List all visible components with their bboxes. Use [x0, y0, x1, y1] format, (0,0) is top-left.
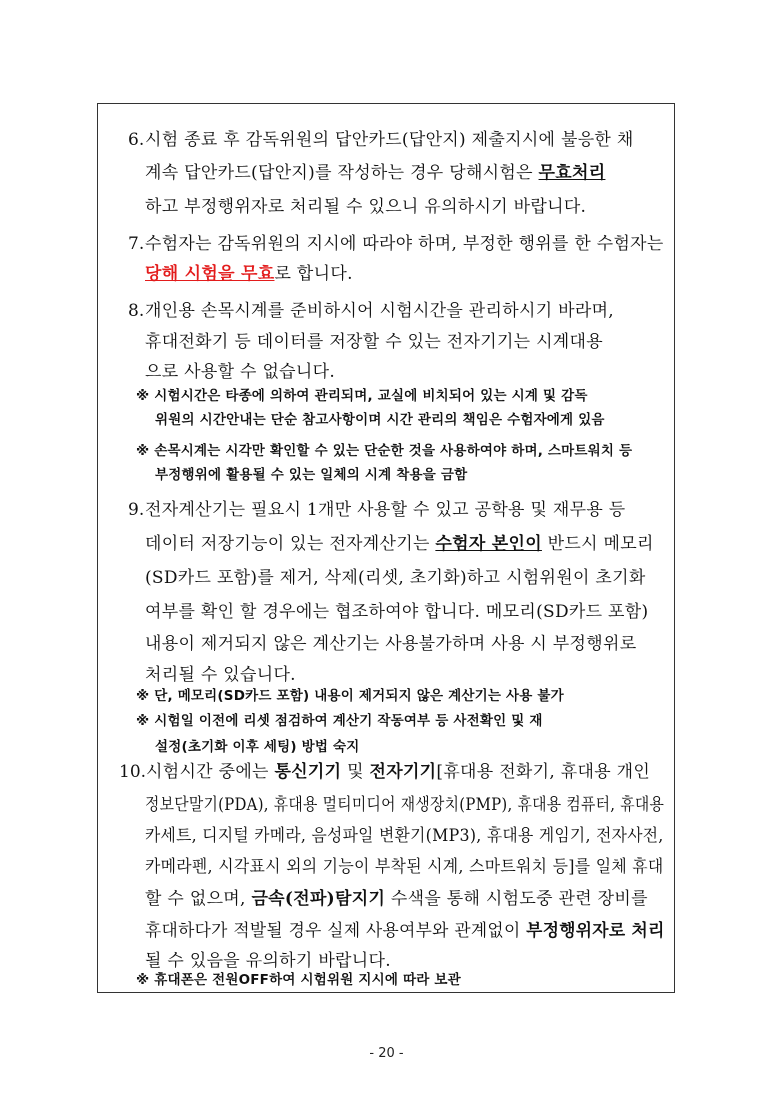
note-line: ※ 시험일 이전에 리셋 점검하여 계산기 작동여부 등 사전확인 및 재 [136, 713, 543, 729]
note-line: ※ 손목시계는 시각만 확인할 수 있는 단순한 것을 사용하여야 하며, 스마트워치 등 [136, 443, 633, 459]
line-text: 전자계산기는 필요시 1개만 사용할 수 있고 공학용 및 재무용 등 [145, 500, 626, 520]
line-text: [휴대용 전화기, 휴대용 개인 [436, 762, 651, 782]
note-line: 부정행위에 활용될 수 있는 일체의 시계 착용을 금함 [155, 467, 468, 483]
item-number: 7. [128, 234, 145, 254]
line-text: 개인용 손목시계를 준비하시어 시험시간을 관리하시기 바라며, [145, 301, 614, 321]
line-text: 여부를 확인 할 경우에는 협조하여야 합니다. 메모리(SD카드 포함) [145, 602, 649, 622]
item-line [146, 762, 650, 782]
line-text: 반드시 메모리 [541, 534, 654, 554]
line-text: 시험 종료 후 감독위원의 답안카드(답안지) 제출지시에 불응한 채 [145, 130, 634, 150]
item-line [145, 634, 636, 654]
item-line [145, 197, 586, 217]
line-text: 카메라펜, 시각표시 외의 기능이 부착된 시계, 스마트워치 등]를 일체 휴대 [145, 857, 664, 877]
item-number: 8. [128, 301, 145, 321]
line-text: 로 합니다. [274, 264, 353, 284]
emphasis-text: 당해 시험을 무효 [145, 264, 275, 284]
emphasis-text: 무효처리 [538, 163, 606, 183]
emphasis-text: 금속(전파)탐지기 [251, 889, 386, 909]
note-line: ※ 휴대폰은 전원OFF하여 시험위원 지시에 따라 보관 [136, 972, 461, 988]
line-text: 수험자는 감독위원의 지시에 따라야 하며, 부정한 행위를 한 수험자는 [145, 234, 664, 254]
item-line [145, 665, 296, 685]
page-number: - 20 - [369, 1046, 404, 1061]
item-number: 10. [119, 762, 147, 782]
item-line [145, 921, 665, 941]
emphasis-text: 전자기기 [369, 762, 437, 782]
line-text: 카세트, 디지털 카메라, 음성파일 변환기(MP3), 휴대용 게임기, 전자사전, [145, 826, 664, 846]
item-line [145, 301, 614, 321]
item-line [145, 568, 646, 588]
note-line: 위원의 시간안내는 단순 참고사항이며 시간 관리의 책임은 수험자에게 있음 [155, 412, 605, 428]
item-line [145, 130, 634, 150]
note-line: 설정(초기화 이후 세팅) 방법 숙지 [155, 739, 360, 755]
item-number: 9. [128, 500, 145, 520]
item-line [145, 857, 664, 877]
line-text: 하고 부정행위자로 처리될 수 있으니 유의하시기 바랍니다. [145, 197, 587, 217]
item-number: 6. [128, 130, 145, 150]
line-text: 수색을 통해 시험도중 관련 장비를 [385, 889, 648, 909]
line-text: 휴대전화기 등 데이터를 저장할 수 있는 전자기기는 시계대용 [145, 332, 603, 352]
item-line [145, 500, 626, 520]
emphasis-text: 수험자 본인이 [435, 534, 542, 554]
line-text: 및 [341, 762, 370, 782]
note-line: ※ 단, 메모리(SD카드 포함) 내용이 제거되지 않은 계산기는 사용 불가 [136, 688, 564, 704]
line-text: 계속 답안카드(답안지)를 작성하는 경우 당해시험은 [145, 163, 539, 183]
line-text: 내용이 제거되지 않은 계산기는 사용불가하며 사용 시 부정행위로 [145, 634, 637, 654]
item-line [145, 362, 335, 382]
line-text: 될 수 있음을 유의하기 바랍니다. [145, 951, 391, 971]
line-text: 시험시간 중에는 [146, 762, 275, 782]
emphasis-text: 통신기기 [274, 762, 342, 782]
line-text: 할 수 없으며, [145, 889, 252, 909]
notice-box [97, 103, 675, 993]
item-line [145, 602, 648, 622]
item-line [145, 826, 664, 846]
line-text: 처리될 수 있습니다. [145, 665, 296, 685]
line-text: 데이터 저장기능이 있는 전자계산기는 [145, 534, 436, 554]
item-line [145, 332, 603, 352]
item-line [145, 951, 391, 971]
item-line [145, 795, 664, 815]
emphasis-text: 부정행위자로 처리 [526, 921, 665, 941]
note-line: ※ 시험시간은 타종에 의하여 관리되며, 교실에 비치되어 있는 시계 및 감독 [136, 388, 588, 404]
item-line [145, 889, 648, 909]
line-text: 정보단말기(PDA), 휴대용 멀티미디어 재생장치(PMP), 휴대용 컴퓨터, 휴대용 [145, 795, 665, 815]
line-text: (SD카드 포함)를 제거, 삭제(리셋, 초기화)하고 시험위원이 초기화 [145, 568, 646, 588]
item-line [145, 234, 664, 254]
line-text: 으로 사용할 수 없습니다. [145, 362, 336, 382]
item-line [145, 534, 654, 554]
item-line [145, 264, 353, 284]
line-text: 휴대하다가 적발될 경우 실제 사용여부와 관계없이 [145, 921, 527, 941]
item-line [145, 163, 605, 183]
